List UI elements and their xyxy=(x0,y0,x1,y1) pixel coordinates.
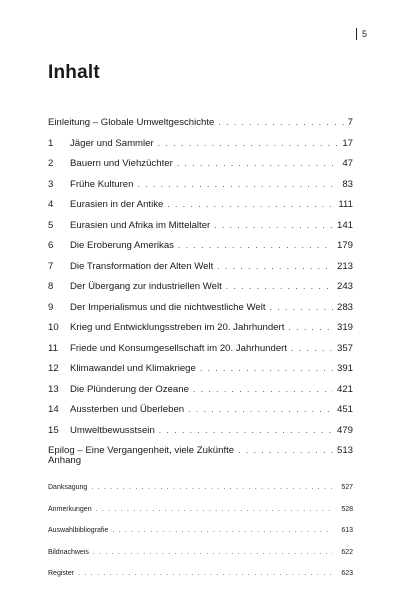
toc-entry-title: Jäger und Sammler xyxy=(70,137,154,149)
dot-leader xyxy=(218,117,343,127)
appendix-entry-title: Anmerkungen xyxy=(48,505,92,513)
toc-entry-15 xyxy=(48,425,353,446)
toc-entry-title: Epilog – Eine Vergangenheit, viele Zukünfte xyxy=(48,445,235,456)
toc-entry-number: 12 xyxy=(48,363,59,374)
dot-leader xyxy=(226,281,333,291)
toc-entry-page: 357 xyxy=(336,342,353,354)
appendix-entry-title: Auswahlbibliografie xyxy=(48,527,109,534)
toc-entry-title: Friede und Konsumgesellschaft im 20. Jahrhundert xyxy=(70,342,288,354)
toc-entry-number: 13 xyxy=(48,383,59,395)
toc-entry-12 xyxy=(48,363,353,384)
dot-leader xyxy=(217,261,333,271)
toc-entry-page: 391 xyxy=(336,363,353,374)
dot-leader xyxy=(193,384,333,394)
dot-leader xyxy=(200,363,333,373)
page-number: 5 xyxy=(356,28,367,40)
toc-entry-number: 7 xyxy=(48,260,54,272)
dot-leader xyxy=(288,322,333,332)
toc-entry-number: 14 xyxy=(48,404,59,415)
appendix-entry-page: 528 xyxy=(341,505,353,513)
dot-leader xyxy=(167,199,334,209)
toc-entry-title: Eurasien in der Antike xyxy=(70,199,164,210)
page-title: Inhalt xyxy=(48,62,100,83)
appendix-entry-page: 622 xyxy=(341,548,353,556)
dot-leader xyxy=(159,425,333,435)
toc-entry-10 xyxy=(48,322,353,343)
toc-entry-title: Die Eroberung Amerikas xyxy=(70,240,174,251)
toc-entry-6 xyxy=(48,240,353,261)
toc-entry-5 xyxy=(48,220,353,241)
toc-entry-title: Die Plünderung der Ozeane xyxy=(70,383,189,395)
dot-leader xyxy=(291,343,333,353)
toc-entry-number: 2 xyxy=(48,158,54,169)
toc-entry-4 xyxy=(48,199,353,220)
appendix-entry xyxy=(48,549,353,571)
toc-entry-7 xyxy=(48,261,353,282)
toc-entry-title: Krieg und Entwicklungsstreben im 20. Jahrhundert xyxy=(70,322,285,333)
toc-entry-epilog xyxy=(48,445,353,466)
dot-leader xyxy=(214,220,333,230)
toc-entry-title: Bauern und Viehzüchter xyxy=(70,158,173,169)
toc-entry-title: Umweltbewusstsein xyxy=(70,424,155,436)
toc-entry-14 xyxy=(48,404,353,425)
appendix-entry xyxy=(48,484,353,506)
appendix-entry-title: Bildnachweis xyxy=(48,548,89,556)
toc-entry-number: 5 xyxy=(48,219,54,231)
appendix-list xyxy=(48,484,353,592)
toc-entry-number: 11 xyxy=(48,342,58,354)
toc-entry-number: 15 xyxy=(48,424,59,436)
dot-leader xyxy=(96,506,334,513)
appendix-heading: Anhang xyxy=(48,455,82,466)
toc-entry-number: 4 xyxy=(48,199,54,210)
toc-entry-3 xyxy=(48,179,353,200)
toc-entry-title: Frühe Kulturen xyxy=(70,178,134,190)
toc-entry-title: Aussterben und Überleben xyxy=(70,404,185,415)
toc-entry-13 xyxy=(48,384,353,405)
toc-entry-page: 7 xyxy=(347,117,353,128)
appendix-entry-page: 623 xyxy=(341,570,353,577)
toc-entry-2 xyxy=(48,158,353,179)
dot-leader xyxy=(177,158,339,168)
toc-entry-page: 421 xyxy=(336,383,353,395)
toc-entry-page: 111 xyxy=(338,199,353,210)
appendix-entry-title: Register xyxy=(48,570,75,577)
appendix-entry-title: Danksagung xyxy=(48,484,88,491)
toc-entry-number: 6 xyxy=(48,240,54,251)
toc-entry-number: 9 xyxy=(48,301,54,313)
toc-entry-page: 179 xyxy=(336,240,353,251)
toc-entry-number: 8 xyxy=(48,281,54,292)
toc-entry-title: Der Übergang zur industriellen Welt xyxy=(70,281,222,292)
toc-entry-page: 513 xyxy=(336,445,353,456)
toc-entry-title: Klimawandel und Klimakriege xyxy=(70,363,196,374)
toc-entry-page: 479 xyxy=(336,424,353,436)
toc-entry-page: 213 xyxy=(336,260,353,272)
dot-leader xyxy=(78,570,333,577)
toc-entry-page: 83 xyxy=(342,178,353,190)
dot-leader xyxy=(112,527,333,534)
dot-leader xyxy=(238,445,333,455)
toc-entry-1 xyxy=(48,138,353,159)
dot-leader xyxy=(178,240,333,250)
toc-entry-page: 141 xyxy=(336,219,353,231)
table-of-contents xyxy=(48,117,353,466)
dot-leader xyxy=(93,549,333,556)
toc-entry-page: 17 xyxy=(342,137,353,149)
appendix-entry xyxy=(48,570,353,592)
appendix-entry-page: 527 xyxy=(341,484,353,491)
appendix-entry xyxy=(48,506,353,528)
toc-entry-page: 451 xyxy=(336,404,353,415)
toc-entry-page: 243 xyxy=(336,281,353,292)
toc-entry-number: 3 xyxy=(48,178,54,190)
dot-leader xyxy=(91,484,333,491)
toc-entry-9 xyxy=(48,302,353,323)
appendix-entry-page: 613 xyxy=(341,527,353,534)
toc-entry-number: 10 xyxy=(48,322,59,333)
toc-entry-title: Die Transformation der Alten Welt xyxy=(70,260,214,272)
toc-entry-title: Eurasien und Afrika im Mittelalter xyxy=(70,219,211,231)
toc-entry-page: 47 xyxy=(342,158,353,169)
toc-entry-intro xyxy=(48,117,353,138)
toc-entry-title: Einleitung – Globale Umweltgeschichte xyxy=(48,117,215,128)
toc-entry-number: 1 xyxy=(48,137,54,149)
toc-entry-11 xyxy=(48,343,353,364)
dot-leader xyxy=(137,179,338,189)
toc-entry-8 xyxy=(48,281,353,302)
appendix-entry xyxy=(48,527,353,549)
toc-entry-title: Der Imperialismus und die nichtwestliche Welt xyxy=(70,301,266,313)
dot-leader xyxy=(158,138,339,148)
toc-entry-page: 283 xyxy=(336,301,353,313)
dot-leader xyxy=(188,404,333,414)
dot-leader xyxy=(270,302,333,312)
toc-entry-page: 319 xyxy=(336,322,353,333)
